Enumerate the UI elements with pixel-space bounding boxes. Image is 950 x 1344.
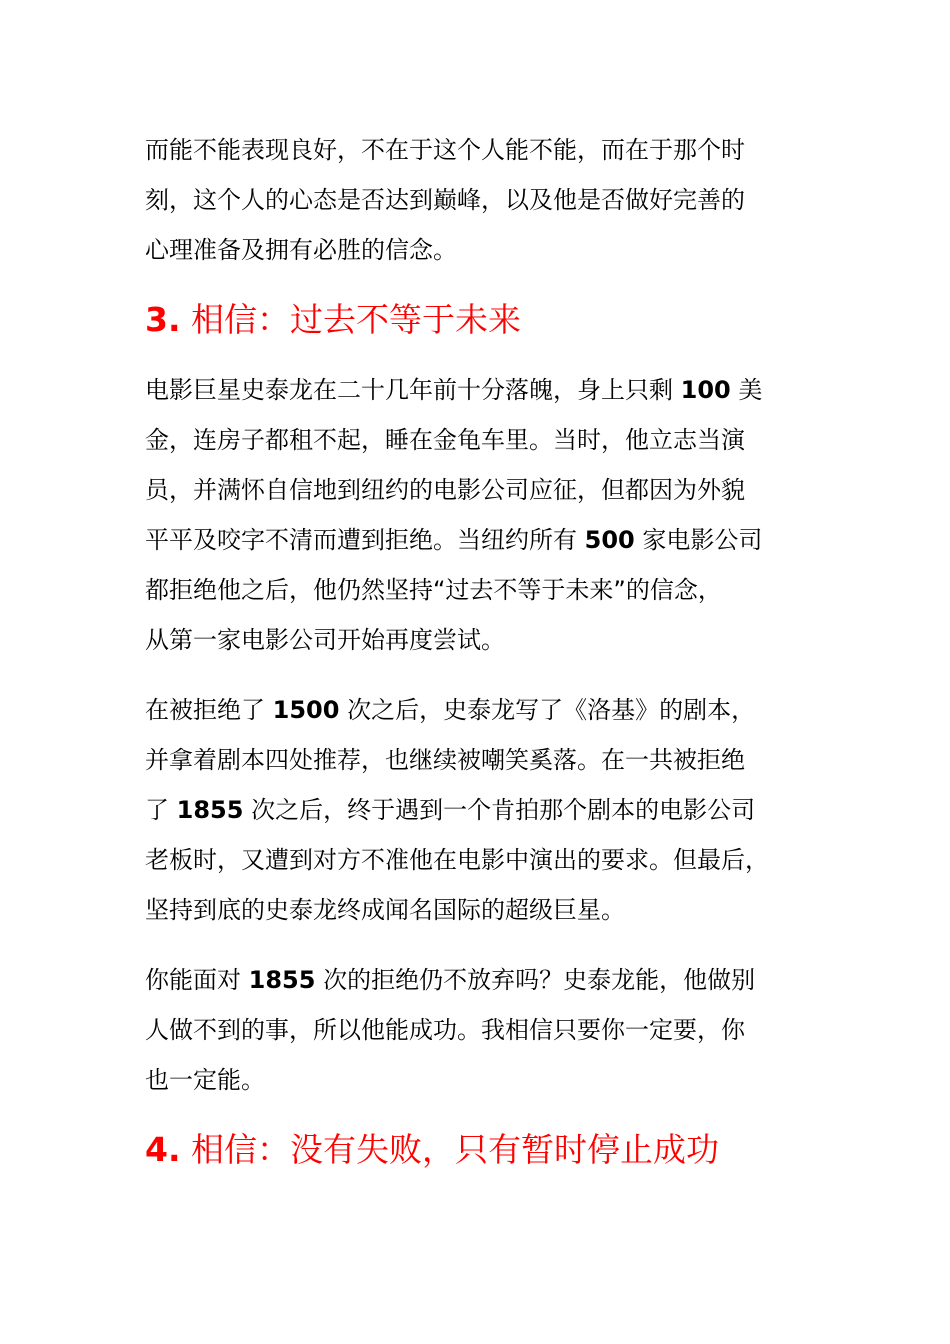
number-emphasis: 100 bbox=[680, 376, 731, 404]
text-line: 电影巨星史泰龙在二十几年前十分落魄，身上只剩 100 美 bbox=[145, 376, 763, 404]
number-emphasis: 1500 bbox=[272, 696, 340, 724]
section-heading-3 bbox=[145, 295, 805, 345]
text-line: 都拒绝他之后，他仍然坚持“过去不等于未来”的信念， bbox=[145, 576, 722, 604]
heading-number: 4. bbox=[145, 1130, 181, 1169]
text-line: 并拿着剧本四处推荐，也继续被嘲笑奚落。在一共被拒绝 bbox=[145, 746, 745, 774]
number-emphasis: 1855 bbox=[176, 796, 244, 824]
text-line: 员，并满怀自信地到纽约的电影公司应征，但都因为外貌 bbox=[145, 476, 745, 504]
heading-number: 3. bbox=[145, 300, 181, 339]
number-emphasis: 500 bbox=[584, 526, 635, 554]
text-line: 而能不能表现良好，不在于这个人能不能，而在于那个时 bbox=[145, 136, 745, 164]
text-line: 坚持到底的史泰龙终成闻名国际的超级巨星。 bbox=[145, 896, 625, 924]
text-line: 金，连房子都租不起，睡在金龟车里。当时，他立志当演 bbox=[145, 426, 745, 454]
paragraph-intro bbox=[145, 125, 805, 275]
text-line: 人做不到的事，所以他能成功。我相信只要你一定要，你 bbox=[145, 1016, 745, 1044]
paragraph-conclusion bbox=[145, 955, 805, 1105]
text-line: 你能面对 1855 次的拒绝仍不放弃吗？史泰龙能，他做别 bbox=[145, 966, 756, 994]
paragraph-rocky-script bbox=[145, 685, 805, 935]
text-line: 老板时，又遭到对方不准他在电影中演出的要求。但最后， bbox=[145, 846, 769, 874]
section-heading-4 bbox=[145, 1125, 805, 1175]
text-line: 了 1855 次之后，终于遇到一个肯拍那个剧本的电影公司 bbox=[145, 796, 756, 824]
text-line: 在被拒绝了 1500 次之后，史泰龙写了《洛基》的剧本， bbox=[145, 696, 756, 724]
heading-text: 相信：没有失败，只有暂时停止成功 bbox=[191, 1130, 719, 1169]
text-line: 心理准备及拥有必胜的信念。 bbox=[145, 236, 457, 264]
text-line: 从第一家电影公司开始再度尝试。 bbox=[145, 626, 505, 654]
text-line: 平平及咬字不清而遭到拒绝。当纽约所有 500 家电影公司 bbox=[145, 526, 763, 554]
heading-text: 相信：过去不等于未来 bbox=[191, 300, 521, 339]
text-line: 刻，这个人的心态是否达到巅峰，以及他是否做好完善的 bbox=[145, 186, 745, 214]
paragraph-stallone-story bbox=[145, 365, 805, 665]
document-body bbox=[145, 125, 805, 1195]
text-line: 也一定能。 bbox=[145, 1066, 265, 1094]
number-emphasis: 1855 bbox=[248, 966, 316, 994]
